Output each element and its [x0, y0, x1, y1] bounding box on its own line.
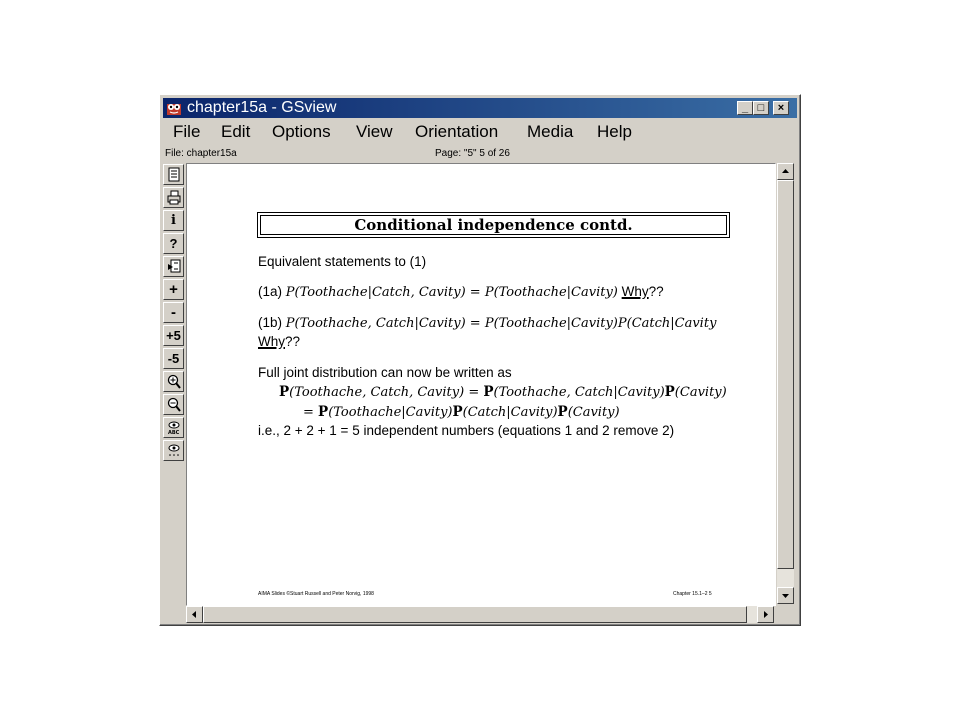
next-page-button[interactable] [163, 279, 184, 300]
arrow-up-icon [778, 164, 793, 179]
independent-count-line: i.e., 2 + 2 + 1 = 5 independent numbers (equations 1 and 2 remove 2) [258, 423, 675, 438]
menu-options[interactable]: Options [272, 122, 331, 141]
find-text-button[interactable] [163, 417, 184, 438]
statement-1b [258, 314, 716, 332]
title-bar[interactable] [163, 98, 797, 118]
horizontal-scroll-thumb[interactable] [203, 606, 747, 623]
zoom-in-button[interactable] [163, 371, 184, 392]
scrollbar-corner [777, 606, 794, 623]
joint2-a1: (Toothache|Cavity) [328, 405, 453, 420]
help-icon: ? [169, 236, 178, 251]
print-icon [167, 190, 181, 205]
slide-title-box [257, 212, 730, 238]
menu-file[interactable]: File [173, 122, 201, 141]
status-file: File: chapter15a [165, 148, 237, 159]
joint2-p1: P [318, 404, 329, 420]
prev-page-icon: - [171, 304, 176, 321]
print-button[interactable] [163, 187, 184, 208]
minimize-icon: _ [741, 102, 749, 114]
joint-args3: (Cavity) [674, 385, 727, 400]
joint2-a2: (Catch|Cavity) [462, 405, 558, 420]
status-page: Page: "5" 5 of 26 [435, 148, 510, 159]
equivalent-statements-line: Equivalent statements to (1) [258, 254, 427, 269]
gsview-app-icon[interactable] [166, 100, 182, 116]
info-icon: i [171, 213, 176, 228]
menu-bar [163, 120, 797, 144]
prev-page-button[interactable] [163, 302, 184, 323]
vertical-scroll-thumb[interactable] [777, 180, 794, 569]
gsview-window [159, 94, 801, 626]
scroll-right-button[interactable] [757, 606, 774, 623]
skip-back-icon: -5 [167, 351, 180, 366]
joint-args2: (Toothache, Catch|Cavity) [493, 385, 665, 400]
find-next-button[interactable] [163, 440, 184, 461]
scroll-down-button[interactable] [777, 587, 794, 604]
footer-chapter: Chapter 15.1–2 5 [673, 591, 712, 597]
zoom-out-icon [167, 397, 181, 412]
skip-back-button[interactable] [163, 348, 184, 369]
joint2-p3: P [557, 404, 568, 420]
joint-args1: (Toothache, Catch, Cavity) = [289, 385, 484, 400]
joint-p3: P [664, 384, 675, 400]
arrow-left-icon [187, 607, 202, 622]
next-page-icon: + [169, 281, 178, 298]
open-button[interactable] [163, 164, 184, 185]
open-file-icon [167, 167, 181, 182]
maximize-icon: □ [757, 102, 765, 114]
why-1a-marks: ?? [648, 284, 664, 299]
statement-1a-formula: P(Toothache|Catch, Cavity) = P(Toothache|Cavity) [285, 285, 618, 300]
joint-p2: P [483, 384, 494, 400]
slide-title: Conditional independence contd. [260, 215, 727, 235]
why-1b-marks: ?? [285, 334, 301, 349]
joint-p1: P [279, 384, 290, 400]
statement-1b-formula: P(Toothache, Catch|Cavity) = P(Toothache|Cavity)P(Catch|Cavity [285, 316, 717, 331]
help-button[interactable] [163, 233, 184, 254]
statement-1b-label: (1b) [258, 315, 283, 330]
why-1a: Why [621, 284, 649, 299]
joint2-eq: = [303, 405, 319, 420]
zoom-out-button[interactable] [163, 394, 184, 415]
menu-view[interactable]: View [356, 122, 393, 141]
close-icon: × [777, 102, 785, 114]
goto-page-button[interactable] [163, 256, 184, 277]
scroll-up-button[interactable] [777, 163, 794, 180]
document-viewport[interactable] [186, 163, 776, 606]
maximize-button[interactable] [753, 101, 769, 115]
skip-forward-icon: +5 [166, 328, 181, 343]
window-title: chapter15a - GSview [187, 99, 337, 116]
find-next-icon [167, 443, 181, 458]
info-button[interactable] [163, 210, 184, 231]
vertical-scrollbar[interactable] [777, 163, 794, 604]
minimize-button[interactable] [737, 101, 753, 115]
footer-credit: AIMA Slides ©Stuart Russell and Peter Norvig, 1998 [258, 591, 374, 597]
joint-intro: Full joint distribution can now be written as [258, 365, 512, 380]
menu-help[interactable]: Help [597, 122, 632, 141]
skip-forward-button[interactable] [163, 325, 184, 346]
statement-1a [258, 283, 664, 301]
menu-orientation[interactable]: Orientation [415, 122, 499, 141]
horizontal-scrollbar[interactable] [186, 606, 774, 623]
statement-1a-label: (1a) [258, 284, 283, 299]
why-1b-line [258, 333, 300, 350]
why-1b: Why [258, 334, 285, 349]
arrow-down-icon [778, 588, 793, 603]
goto-page-icon [167, 259, 181, 274]
find-text-icon [167, 420, 181, 435]
status-line [163, 147, 797, 161]
joint-line-2 [303, 403, 620, 421]
svg-text:ABC: ABC [168, 430, 180, 435]
joint2-p2: P [452, 404, 463, 420]
scroll-left-button[interactable] [186, 606, 203, 623]
joint-line-1 [279, 383, 727, 401]
close-button[interactable] [773, 101, 789, 115]
zoom-in-icon [167, 374, 181, 389]
menu-media[interactable]: Media [527, 122, 574, 141]
joint2-a3: (Cavity) [567, 405, 620, 420]
menu-edit[interactable]: Edit [221, 122, 251, 141]
arrow-right-icon [758, 607, 773, 622]
